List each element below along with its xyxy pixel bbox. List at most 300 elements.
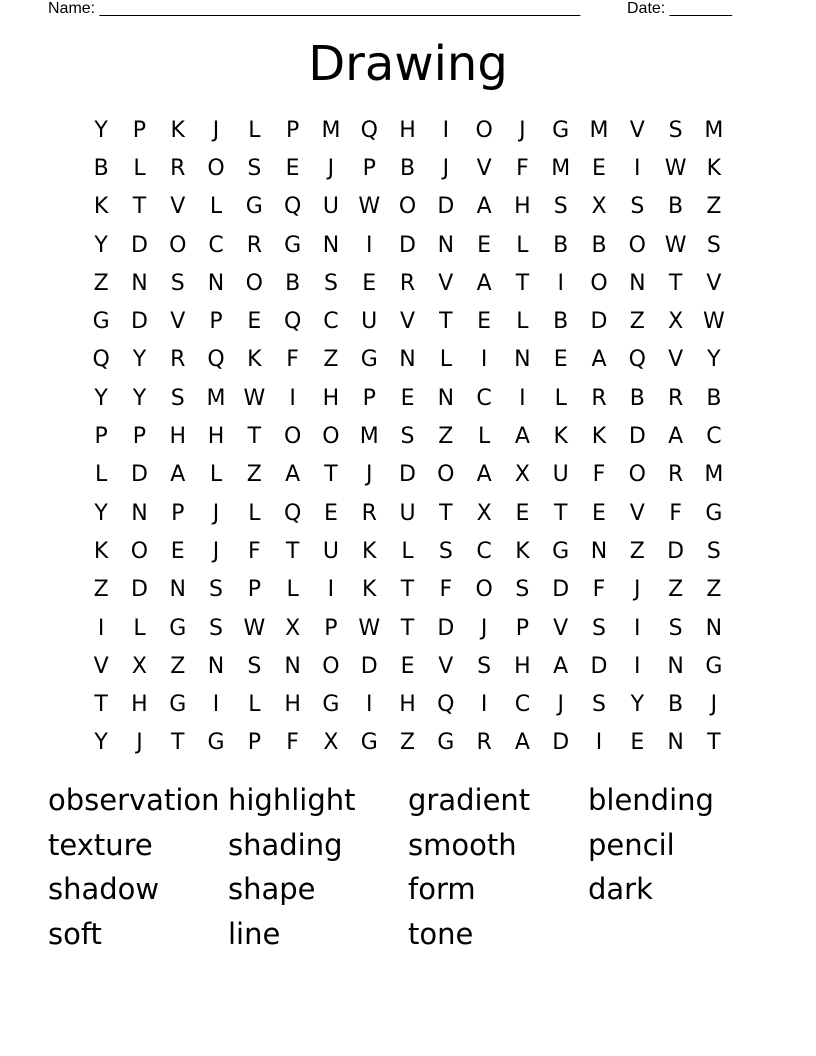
grid-letter[interactable]: M: [704, 117, 724, 143]
grid-letter[interactable]: K: [591, 424, 607, 450]
grid-letter[interactable]: E: [285, 155, 300, 181]
date-field[interactable]: Date: _______: [627, 0, 732, 17]
grid-letter[interactable]: A: [476, 270, 492, 296]
name-field[interactable]: Name: ______________________________________________________: [48, 0, 581, 17]
grid-letter[interactable]: N: [667, 653, 684, 679]
grid-letter[interactable]: S: [630, 194, 645, 220]
grid-letter[interactable]: G: [322, 692, 340, 718]
grid-letter[interactable]: E: [247, 309, 262, 335]
grid-letter[interactable]: D: [130, 577, 148, 603]
grid-letter[interactable]: Q: [628, 347, 646, 373]
grid-letter[interactable]: T: [668, 270, 683, 296]
grid-letter[interactable]: F: [592, 462, 606, 488]
grid-letter[interactable]: I: [365, 692, 373, 718]
grid-letter[interactable]: G: [169, 615, 187, 641]
word-bank-item: observation: [48, 783, 220, 817]
grid-letter[interactable]: B: [591, 232, 607, 258]
grid-letter[interactable]: U: [399, 500, 416, 526]
grid-letter[interactable]: M: [704, 462, 724, 488]
grid-letter[interactable]: S: [323, 270, 338, 296]
grid-letter[interactable]: O: [169, 232, 187, 258]
grid-letter[interactable]: J: [136, 730, 143, 756]
grid-letter[interactable]: F: [516, 155, 529, 181]
grid-letter[interactable]: A: [668, 424, 684, 450]
grid-letter[interactable]: P: [285, 117, 300, 143]
grid-letter[interactable]: Q: [283, 309, 302, 335]
grid-letter[interactable]: J: [634, 577, 641, 603]
grid-letter[interactable]: G: [169, 692, 187, 718]
grid-letter[interactable]: N: [399, 347, 416, 373]
grid-letter[interactable]: Z: [629, 309, 645, 335]
grid-letter[interactable]: E: [477, 309, 492, 335]
grid-letter[interactable]: A: [476, 194, 492, 220]
grid-letter[interactable]: S: [170, 385, 185, 411]
grid-letter[interactable]: G: [705, 653, 723, 679]
grid-letter[interactable]: X: [323, 730, 339, 756]
grid-letter[interactable]: S: [592, 615, 606, 641]
grid-letter[interactable]: L: [209, 194, 223, 220]
grid-letter[interactable]: X: [591, 194, 607, 220]
grid-letter[interactable]: L: [401, 538, 414, 564]
grid-letter[interactable]: I: [97, 615, 105, 641]
grid-letter[interactable]: L: [248, 117, 261, 143]
grid-letter[interactable]: P: [209, 309, 223, 335]
grid-letter[interactable]: J: [710, 692, 718, 718]
grid-letter[interactable]: Q: [360, 117, 378, 143]
grid-letter[interactable]: H: [514, 194, 531, 220]
grid-letter[interactable]: L: [209, 462, 223, 488]
word-bank-item: dark: [588, 872, 653, 906]
grid-letter[interactable]: W: [664, 155, 687, 181]
grid-letter[interactable]: I: [634, 653, 641, 679]
grid-letter[interactable]: U: [361, 309, 378, 335]
grid-letter[interactable]: N: [514, 347, 531, 373]
grid-letter[interactable]: T: [439, 500, 453, 526]
grid-letter[interactable]: N: [131, 500, 148, 526]
grid-letter[interactable]: G: [705, 500, 723, 526]
grid-letter[interactable]: L: [133, 155, 146, 181]
grid-letter[interactable]: V: [476, 155, 492, 181]
grid-letter[interactable]: U: [552, 462, 569, 488]
grid-letter[interactable]: M: [321, 117, 341, 143]
grid-letter[interactable]: N: [590, 538, 608, 564]
grid-letter[interactable]: M: [206, 385, 226, 411]
grid-letter[interactable]: Y: [707, 347, 721, 373]
grid-letter[interactable]: E: [323, 500, 338, 526]
grid-letter[interactable]: A: [591, 347, 607, 373]
grid-letter[interactable]: E: [553, 347, 568, 373]
grid-letter[interactable]: I: [212, 692, 220, 718]
grid-letter[interactable]: L: [248, 692, 261, 718]
grid-letter[interactable]: A: [476, 462, 492, 488]
header: [0, 0, 816, 20]
grid-letter[interactable]: W: [664, 232, 687, 258]
grid-letter[interactable]: E: [630, 730, 645, 756]
grid-letter[interactable]: Z: [93, 270, 109, 296]
grid-letter[interactable]: K: [93, 194, 109, 220]
letter-grid: [82, 111, 733, 762]
word-bank-item: pencil: [588, 827, 675, 862]
grid-letter[interactable]: D: [437, 615, 455, 641]
grid-letter[interactable]: J: [212, 500, 220, 526]
grid-letter[interactable]: B: [706, 385, 722, 411]
grid-letter[interactable]: O: [322, 424, 340, 450]
grid-letter[interactable]: R: [246, 232, 262, 258]
grid-letter[interactable]: R: [361, 500, 377, 526]
grid-letter[interactable]: O: [245, 270, 263, 296]
grid-letter[interactable]: H: [169, 424, 187, 450]
grid-letter[interactable]: S: [477, 653, 492, 679]
grid-letter[interactable]: S: [553, 194, 568, 220]
grid-letter[interactable]: B: [629, 385, 645, 411]
grid-letter[interactable]: W: [703, 309, 725, 335]
grid-letter[interactable]: T: [439, 309, 453, 335]
grid-letter[interactable]: E: [477, 232, 492, 258]
grid-letter[interactable]: V: [438, 270, 454, 296]
word-bank-item: gradient: [408, 783, 531, 817]
grid-letter[interactable]: T: [707, 730, 721, 756]
grid-letter[interactable]: V: [668, 347, 684, 373]
grid-letter[interactable]: B: [285, 270, 301, 296]
grid-letter[interactable]: H: [322, 385, 340, 411]
grid-letter[interactable]: C: [208, 232, 224, 258]
grid-letter[interactable]: R: [170, 155, 186, 181]
grid-letter[interactable]: T: [400, 577, 415, 603]
grid-letter[interactable]: R: [667, 462, 684, 488]
grid-letter[interactable]: T: [247, 424, 262, 450]
grid-letter[interactable]: I: [480, 692, 488, 718]
grid-letter[interactable]: D: [437, 194, 455, 220]
grid-letter[interactable]: S: [247, 155, 262, 181]
grid-letter[interactable]: D: [130, 232, 148, 258]
grid-letter[interactable]: N: [169, 577, 186, 603]
grid-letter[interactable]: X: [476, 500, 492, 526]
grid-letter[interactable]: O: [475, 117, 493, 143]
grid-letter[interactable]: O: [590, 270, 608, 296]
grid-letter[interactable]: A: [514, 730, 530, 756]
grid-letter[interactable]: I: [557, 270, 564, 296]
grid-letter[interactable]: S: [592, 692, 606, 718]
grid-letter[interactable]: C: [476, 538, 492, 564]
grid-letter[interactable]: M: [589, 117, 609, 143]
grid-letter[interactable]: Z: [246, 462, 262, 488]
grid-letter[interactable]: S: [438, 538, 453, 564]
grid-letter[interactable]: J: [442, 155, 450, 181]
grid-letter[interactable]: J: [365, 462, 373, 488]
grid-letter[interactable]: P: [247, 577, 261, 603]
grid-letter[interactable]: K: [553, 424, 568, 450]
grid-letter[interactable]: T: [515, 270, 530, 296]
grid-letter[interactable]: D: [130, 462, 148, 488]
grid-letter[interactable]: O: [322, 653, 340, 679]
grid-letter[interactable]: K: [706, 155, 722, 181]
grid-letter[interactable]: Q: [283, 500, 302, 526]
grid-letter[interactable]: A: [170, 462, 186, 488]
grid-letter[interactable]: V: [629, 117, 645, 143]
grid-letter[interactable]: Y: [94, 500, 108, 526]
grid-letter[interactable]: D: [667, 538, 685, 564]
grid-letter[interactable]: B: [93, 155, 109, 181]
grid-letter[interactable]: C: [706, 424, 722, 450]
grid-letter[interactable]: T: [324, 462, 338, 488]
grid-letter[interactable]: D: [399, 232, 416, 258]
grid-letter[interactable]: L: [516, 309, 529, 335]
grid-letter[interactable]: S: [515, 577, 530, 603]
grid-letter[interactable]: B: [553, 309, 569, 335]
grid-letter[interactable]: L: [477, 424, 491, 450]
grid-letter[interactable]: Q: [207, 347, 225, 373]
grid-letter[interactable]: Z: [170, 653, 186, 679]
grid-letter[interactable]: T: [285, 538, 300, 564]
grid-letter[interactable]: D: [590, 309, 608, 335]
grid-letter[interactable]: P: [132, 424, 147, 450]
grid-letter[interactable]: B: [668, 194, 684, 220]
grid-letter[interactable]: T: [400, 615, 415, 641]
grid-letter[interactable]: G: [284, 232, 302, 258]
grid-letter[interactable]: H: [284, 692, 301, 718]
grid-letter[interactable]: D: [130, 309, 148, 335]
grid-letter[interactable]: W: [358, 194, 381, 220]
grid-letter[interactable]: E: [592, 500, 606, 526]
grid-letter[interactable]: I: [365, 232, 373, 258]
grid-letter[interactable]: G: [552, 117, 570, 143]
grid-letter[interactable]: X: [285, 615, 301, 641]
grid-letter[interactable]: Y: [94, 232, 108, 258]
grid-letter[interactable]: Z: [438, 424, 454, 450]
grid-letter[interactable]: O: [130, 538, 149, 564]
grid-letter[interactable]: L: [248, 500, 261, 526]
grid-letter[interactable]: I: [595, 730, 603, 756]
grid-letter[interactable]: K: [247, 347, 262, 373]
grid-letter[interactable]: V: [93, 653, 109, 679]
grid-letter[interactable]: Q: [92, 347, 110, 373]
grid-letter[interactable]: Q: [283, 194, 302, 220]
grid-letter[interactable]: P: [94, 424, 108, 450]
grid-letter[interactable]: G: [360, 347, 378, 373]
grid-letter[interactable]: N: [322, 232, 340, 258]
grid-letter[interactable]: N: [131, 270, 148, 296]
grid-letter[interactable]: N: [207, 270, 225, 296]
grid-letter[interactable]: V: [553, 615, 569, 641]
grid-letter[interactable]: Y: [94, 730, 108, 756]
grid-letter[interactable]: G: [207, 730, 225, 756]
grid-letter[interactable]: F: [286, 730, 299, 756]
grid-letter[interactable]: O: [207, 155, 225, 181]
grid-letter[interactable]: N: [629, 270, 646, 296]
grid-letter[interactable]: I: [480, 347, 488, 373]
grid-letter[interactable]: F: [439, 577, 453, 603]
grid-letter[interactable]: G: [437, 730, 455, 756]
grid-letter[interactable]: P: [515, 615, 530, 641]
grid-letter[interactable]: D: [552, 730, 570, 756]
grid-letter[interactable]: M: [359, 424, 379, 450]
grid-letter[interactable]: C: [476, 385, 492, 411]
grid-letter[interactable]: X: [514, 462, 530, 488]
grid-letter[interactable]: S: [706, 232, 721, 258]
grid-letter[interactable]: N: [437, 232, 455, 258]
grid-letter[interactable]: Y: [630, 692, 645, 718]
grid-letter[interactable]: O: [283, 424, 302, 450]
grid-letter[interactable]: C: [323, 309, 339, 335]
grid-letter[interactable]: S: [706, 538, 721, 564]
grid-letter[interactable]: L: [516, 232, 529, 258]
grid-letter[interactable]: Z: [706, 194, 722, 220]
grid-letter[interactable]: R: [591, 385, 607, 411]
grid-letter[interactable]: E: [400, 385, 415, 411]
grid-letter[interactable]: T: [171, 730, 185, 756]
grid-letter[interactable]: V: [438, 653, 454, 679]
grid-letter[interactable]: Z: [629, 538, 645, 564]
grid-letter[interactable]: N: [667, 730, 684, 756]
grid-letter[interactable]: V: [170, 194, 186, 220]
grid-letter[interactable]: I: [442, 117, 450, 143]
grid-letter[interactable]: B: [399, 155, 416, 181]
grid-letter[interactable]: P: [362, 385, 376, 411]
grid-letter[interactable]: L: [439, 347, 452, 373]
grid-letter[interactable]: Z: [323, 347, 339, 373]
grid-letter[interactable]: W: [358, 615, 381, 641]
grid-letter[interactable]: P: [171, 500, 185, 526]
grid-letter[interactable]: Y: [132, 385, 147, 411]
grid-letter[interactable]: O: [628, 232, 646, 258]
grid-letter[interactable]: A: [285, 462, 301, 488]
grid-letter[interactable]: V: [629, 500, 645, 526]
grid-letter[interactable]: I: [634, 615, 641, 641]
grid-letter[interactable]: E: [400, 653, 415, 679]
grid-letter[interactable]: Q: [437, 692, 455, 718]
grid-letter[interactable]: Z: [706, 577, 722, 603]
grid-letter[interactable]: I: [634, 155, 641, 181]
grid-letter[interactable]: E: [515, 500, 530, 526]
grid-letter[interactable]: X: [131, 653, 147, 679]
grid-letter[interactable]: S: [247, 653, 262, 679]
grid-letter[interactable]: P: [362, 155, 376, 181]
grid-letter[interactable]: F: [669, 500, 682, 526]
grid-letter[interactable]: K: [170, 117, 185, 143]
grid-letter[interactable]: R: [476, 730, 492, 756]
grid-letter[interactable]: S: [170, 270, 185, 296]
grid-letter[interactable]: A: [514, 424, 530, 450]
grid-letter[interactable]: F: [248, 538, 261, 564]
grid-letter[interactable]: I: [519, 385, 526, 411]
grid-letter[interactable]: C: [514, 692, 531, 718]
grid-letter[interactable]: B: [553, 232, 569, 258]
grid-letter[interactable]: B: [668, 692, 684, 718]
grid-letter[interactable]: L: [554, 385, 567, 411]
grid-letter[interactable]: H: [514, 653, 531, 679]
grid-letter[interactable]: H: [399, 117, 416, 143]
grid-letter[interactable]: S: [209, 615, 224, 641]
grid-letter[interactable]: E: [170, 538, 185, 564]
grid-letter[interactable]: G: [245, 194, 263, 220]
grid-letter[interactable]: G: [92, 309, 110, 335]
grid-letter[interactable]: K: [362, 538, 377, 564]
grid-letter[interactable]: N: [207, 653, 225, 679]
grid-letter[interactable]: X: [668, 309, 684, 335]
grid-letter[interactable]: K: [515, 538, 530, 564]
grid-letter[interactable]: S: [400, 424, 415, 450]
grid-letter[interactable]: Y: [94, 385, 108, 411]
grid-letter[interactable]: Y: [94, 117, 108, 143]
grid-letter[interactable]: V: [706, 270, 722, 296]
grid-letter[interactable]: F: [286, 347, 299, 373]
grid-letter[interactable]: O: [475, 577, 493, 603]
grid-letter[interactable]: P: [132, 117, 147, 143]
grid-letter[interactable]: W: [243, 385, 266, 411]
grid-letter[interactable]: J: [519, 117, 526, 143]
grid-letter[interactable]: A: [553, 653, 569, 679]
grid-letter[interactable]: R: [399, 270, 416, 296]
grid-letter[interactable]: G: [360, 730, 378, 756]
grid-letter[interactable]: Z: [399, 730, 416, 756]
grid-letter[interactable]: E: [362, 270, 377, 296]
grid-letter[interactable]: U: [322, 194, 339, 220]
grid-letter[interactable]: F: [592, 577, 606, 603]
grid-letter[interactable]: U: [322, 538, 339, 564]
grid-letter[interactable]: S: [209, 577, 224, 603]
grid-letter[interactable]: J: [557, 692, 564, 718]
grid-letter[interactable]: D: [552, 577, 570, 603]
grid-letter[interactable]: O: [437, 462, 455, 488]
grid-letter[interactable]: I: [289, 385, 296, 411]
grid-letter[interactable]: Y: [132, 347, 147, 373]
grid-letter[interactable]: V: [399, 309, 416, 335]
grid-letter[interactable]: D: [590, 653, 608, 679]
grid-letter[interactable]: S: [668, 615, 683, 641]
grid-letter[interactable]: G: [552, 538, 570, 564]
grid-letter[interactable]: J: [212, 117, 220, 143]
grid-letter[interactable]: R: [667, 385, 684, 411]
grid-letter[interactable]: D: [360, 653, 378, 679]
grid-letter[interactable]: N: [705, 615, 723, 641]
grid-letter[interactable]: D: [399, 462, 416, 488]
grid-letter[interactable]: D: [628, 424, 646, 450]
word-bank-item: highlight: [228, 783, 356, 817]
word-bank-item: texture: [48, 827, 153, 862]
grid-letter[interactable]: W: [243, 615, 266, 641]
grid-letter[interactable]: M: [551, 155, 571, 181]
grid-letter[interactable]: T: [132, 194, 147, 220]
grid-letter[interactable]: T: [553, 500, 568, 526]
grid-letter[interactable]: K: [93, 538, 109, 564]
grid-letter[interactable]: S: [668, 117, 683, 143]
grid-letter[interactable]: O: [628, 462, 646, 488]
grid-letter[interactable]: O: [398, 194, 417, 220]
grid-letter[interactable]: J: [327, 155, 335, 181]
grid-letter[interactable]: N: [437, 385, 455, 411]
grid-letter[interactable]: Z: [93, 577, 109, 603]
grid-letter[interactable]: K: [362, 577, 377, 603]
grid-letter[interactable]: L: [95, 462, 108, 488]
grid-letter[interactable]: L: [286, 577, 299, 603]
grid-letter[interactable]: E: [592, 155, 606, 181]
grid-letter[interactable]: R: [170, 347, 186, 373]
grid-letter[interactable]: V: [170, 309, 186, 335]
grid-letter[interactable]: T: [94, 692, 108, 718]
grid-letter[interactable]: I: [327, 577, 335, 603]
grid-letter[interactable]: J: [480, 615, 488, 641]
grid-letter[interactable]: H: [207, 424, 225, 450]
grid-letter[interactable]: N: [284, 653, 301, 679]
grid-letter[interactable]: J: [212, 538, 220, 564]
grid-letter[interactable]: H: [131, 692, 148, 718]
grid-letter[interactable]: Z: [668, 577, 684, 603]
grid-letter[interactable]: P: [247, 730, 261, 756]
grid-letter[interactable]: P: [324, 615, 338, 641]
grid-letter[interactable]: L: [133, 615, 146, 641]
word-bank-item: shape: [228, 872, 316, 906]
grid-letter[interactable]: H: [399, 692, 416, 718]
